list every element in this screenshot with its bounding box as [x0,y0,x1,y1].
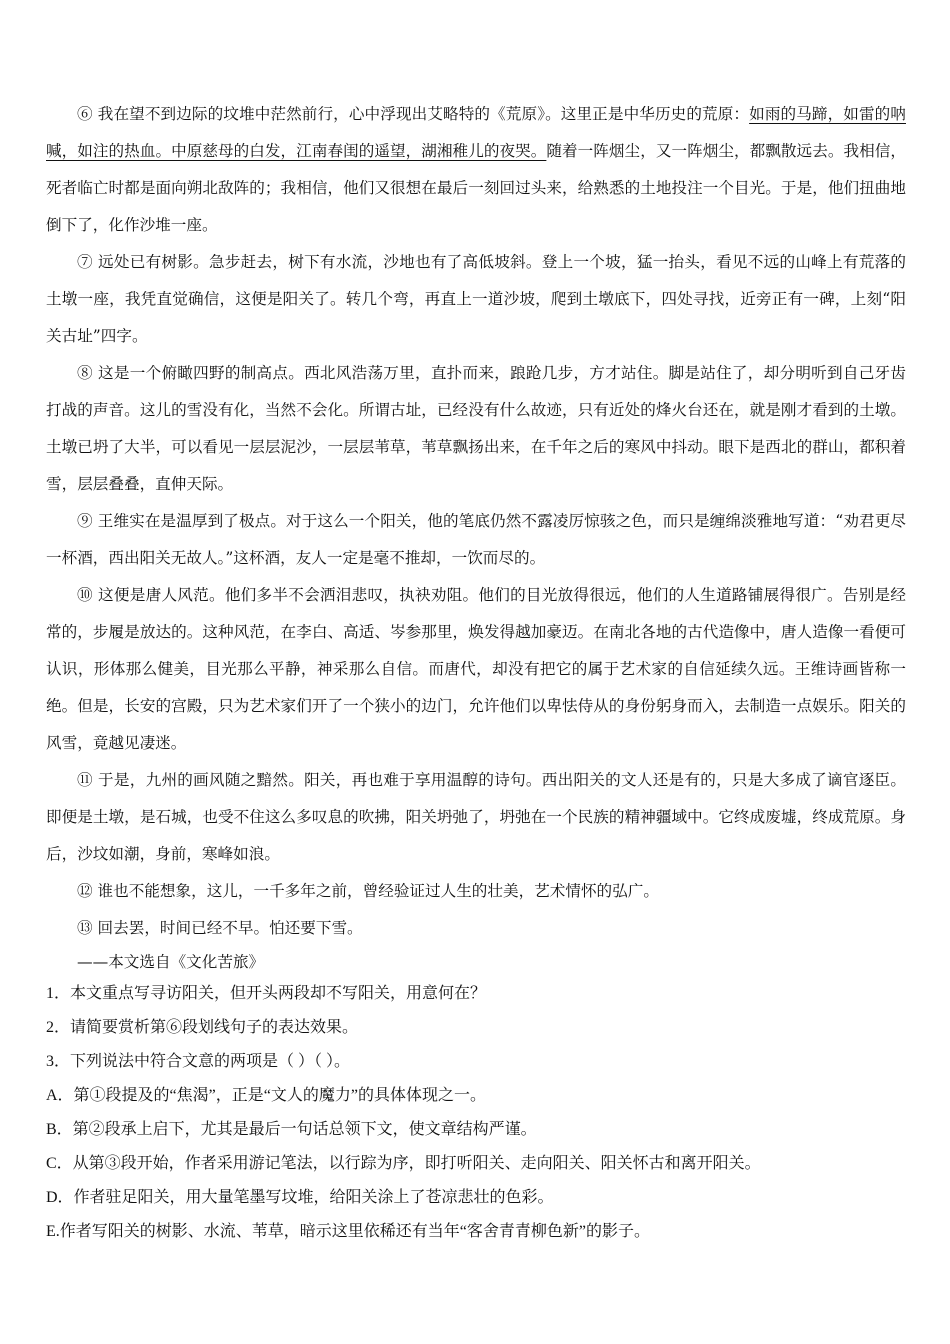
paragraph-13: ⑬ 回去罢，时间已经不早。怕还要下雪。 [77,919,363,937]
option-a: A．第①段提及的“焦渴”，正是“文人的魔力”的具体体现之一。 [46,1087,486,1104]
option-b: B．第②段承上启下，尤其是最后一句话总领下文，使文章结构严谨。 [46,1121,537,1138]
paragraph-6-underlined-sentence: 如雨的马蹄，如雷的呐喊，如注的热血。中原慈母的白发，江南春闺的遥望，湖湘稚儿的夜哭。 [46,105,906,160]
paragraph-12: ⑫ 谁也不能想象，这儿，一千多年之前，曾经验证过人生的壮美，艺术情怀的弘广。 [77,882,659,900]
question-2: 2．请简要赏析第⑥段划线句子的表达效果。 [46,1019,359,1036]
option-e: E.作者写阳关的树影、水流、苇草，暗示这里依稀还有当年“客舍青青柳色新”的影子。 [46,1223,650,1240]
paragraph-11: ⑪ 于是，九州的画风随之黯然。阳关，再也难于享用温醇的诗句。西出阳关的文人还是有的，只是大多成了谪官逐臣。即便是土墩，是石城，也受不住这么多叹息的吹拂，阳关坍弛了，坍弛在一个民族的精神疆域中。它终成废墟，终成荒原。身后，沙坟如潮，身前，寒峰如浪。 [46,771,906,863]
paragraph-6 [46,96,906,244]
source-attribution: ——本文选自《文化苦旅》 [77,953,265,971]
option-c: C．从第③段开始，作者采用游记笔法，以行踪为序，即打听阳关、走向阳关、阳关怀古和离开阳关。 [46,1155,761,1172]
paragraph-9: ⑨ 王维实在是温厚到了极点。对于这么一个阳关，他的笔底仍然不露凌厉惊骇之色，而只是缠绵淡雅地写道：“劝君更尽一杯酒，西出阳关无故人。”这杯酒，友人一定是毫不推却，一饮而尽的。 [46,512,906,567]
paragraph-7: ⑦ 远处已有树影。急步赶去，树下有水流，沙地也有了高低坡斜。登上一个坡，猛一抬头，看见不远的山峰上有荒落的土墩一座，我凭直觉确信，这便是阳关了。转几个弯，再直上一道沙坡，爬到土墩底下，四处寻找，近旁正有一碑，上刻“阳关古址”四字。 [46,253,906,345]
option-d: D．作者驻足阳关，用大量笔墨写坟堆，给阳关涂上了苍凉悲壮的色彩。 [46,1189,554,1206]
paragraph-6-end: 随着一阵烟尘，又一阵烟尘，都飘散远去。我相信，死者临亡时都是面向朔北敌阵的；我相信，他们又很想在最后一刻回过头来，给熟悉的土地投注一个目光。于是，他们扭曲地倒下了，化作沙堆一座。 [46,142,906,234]
question-3: 3．下列说法中符合文意的两项是（ ）（ ）。 [46,1053,351,1070]
paragraph-10: ⑩ 这便是唐人风范。他们多半不会洒泪悲叹，执袂劝阻。他们的目光放得很远，他们的人生道路铺展得很广。告别是经常的，步履是放达的。这种风范，在李白、高适、岑参那里，焕发得越加豪迈。在南北各地的古代造像中，唐人造像一看便可认识，形体那么健美，目光那么平静，神采那么自信。而唐代，却没有把它的属于艺术家的自信延续久远。王维诗画皆称一绝。但是，长安的宫殿，只为艺术家们开了一个狭小的边门，允许他们以卑怯侍从的身份躬身而入，去制造一点娱乐。阳关的风雪，竟越见凄迷。 [46,586,906,752]
paragraph-6-start: ⑥ 我在望不到边际的坟堆中茫然前行，心中浮现出艾略特的《荒原》。这里正是中华历史的荒原： [77,105,750,123]
paragraph-8: ⑧ 这是一个俯瞰四野的制高点。西北风浩荡万里，直扑而来，踉跄几步，方才站住。脚是站住了，却分明听到自己牙齿打战的声音。这儿的雪没有化，当然不会化。所谓古址，已经没有什么故迹，只有近处的烽火台还在，就是刚才看到的土墩。土墩已坍了大半，可以看见一层层泥沙，一层层苇草，苇草飘扬出来，在千年之后的寒风中抖动。眼下是西北的群山，都积着雪，层层叠叠，直伸天际。 [46,364,906,493]
exam-page [46,96,906,1249]
question-1: 1．本文重点写寻访阳关，但开头两段却不写阳关，用意何在？ [46,985,487,1002]
